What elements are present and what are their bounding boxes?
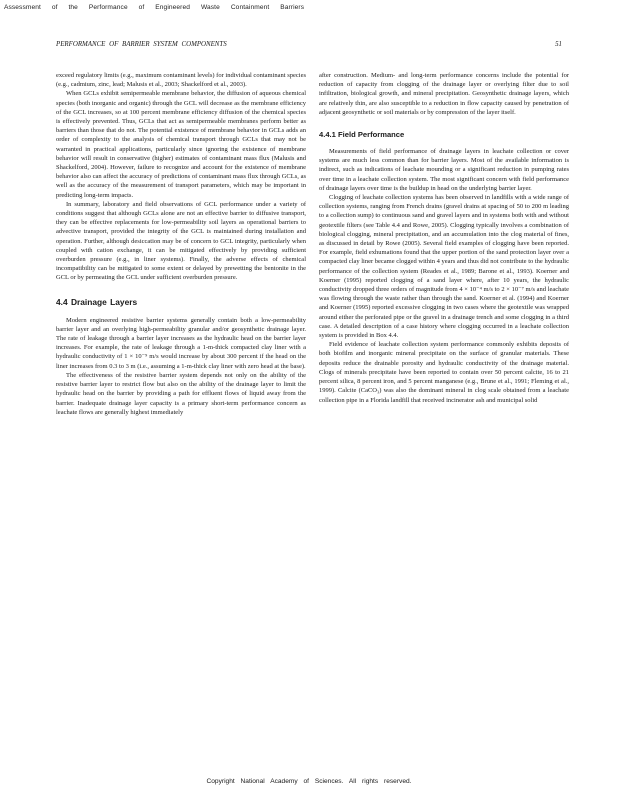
paragraph: Clogging of leachate collection systems has been observed in landfills with a wide range of collection systems, ranging from French drains (gravel drains at spacing of 50 to 200 m leading to a collection sump) to continuous sand and gravel layers and in systems both with and without geotextile filters (see Table 4.4 and Rowe, 2005). Clogging typically involves a combination of biological clogging, mineral precipitation, and an accumulation into the clog material of fines, as discussed in detail by Rowe (2005). Several field examples of clogging have been reported. For example, field exhumations found that the upper portion of the sand protection layer over a compacted clay liner became clogged within 4 years and thus did not contribute to the hydraulic performance of the collection system (Reades et al., 1989; Barone et al., 1993). Koerner and Koerner (1995) reported clogging of a sand layer where, after 10 years, the hydraulic conductivity dropped three orders of magnitude from 4 × 10⁻⁴ m/s to 2 × 10⁻⁷ m/s and leachate was flowing through the waste rather than through the sand. Koerner et al. (1994) and Koerner and Koerner (1995) reported excessive clogging in two cases where the geotextile was wrapped around either the perforated pipe or the gravel in a drainage trench and some clogging in a third case. A detailed description of a case history where clogging occurred in a leachate collection system is provided in Box 4.4. [319, 194, 569, 340]
page-number: 51 [555, 41, 562, 48]
subsection-heading: 4.4.1 Field Performance [319, 130, 405, 140]
left-column [56, 71, 306, 417]
paragraph: Field evidence of leachate collection system performance commonly exhibits deposits of both biofilm and inorganic mineral precipitate on the surface of granular materials. These deposits reduce the drainable porosity and hydraulic conductivity of the drainage material. Clogs of minerals precipitate have been reported to contain over 50 percent calcite, 16 to 21 percent silica, 8 percent iron, and 5 percent manganese (e.g., Brune et al., 1991; Fleming et al., 1999). Calcite (CaCO₃) was also the dominant mineral in clog scale obtained from a leachate collection pipe in a Florida landfill that received incinerator ash and municipal solid [319, 341, 569, 404]
section-heading: 4.4 Drainage Layers [56, 296, 138, 307]
paragraph: exceed regulatory limits (e.g., maximum contaminant levels) for individual contaminant species (e.g., cadmium, zinc, lead; Malusis et al., 2003; Shackelford et al., 2003). [56, 72, 306, 89]
paragraph: after construction. Medium- and long-term performance concerns include the potential for reduction of capacity from clogging of the drainage layer or overlying filter due to soil infiltration, biological growth, and mineral precipitation. Geosynthetic drainage layers, which are relatively thin, are also susceptible to a reduction in flow capacity caused by penetration of adjacent geosynthetic or soil materials or by compression of the layer itself. [319, 72, 569, 116]
paragraph: In summary, laboratory and field observations of GCL performance under a variety of conditions suggest that although GCLs alone are not an effective barrier to diffusive transport, they can be effective replacements for low-permeability soil layers as operational barriers to advective transport, provided the integrity of the GCL is maintained during installation and operation. Further, although desiccation may be of concern to GCL integrity, particularly when coupled with cation exchange, it can be mitigated effectively by providing sufficient overburden pressure (e.g., in liner systems). Finally, the adverse effects of chemical incompatibility can be mitigated to some extent or delayed by prewetting the bentonite in the GCL or by permeating the GCL under sufficient overburden pressure. [56, 200, 306, 282]
page-header [56, 41, 562, 53]
paragraph: Measurements of field performance of drainage layers in leachate collection or cover systems are much less common than for barrier layers. Most of the available information is indirect, such as indications of leachate mounding or a significant reduction in pumping rates over time in a leachate collection system. The most significant concern with field performance of drainage layers over time is the buildup in head on the underlying barrier layer. [319, 148, 569, 192]
paragraph: Modern engineered resistive barrier systems generally contain both a low-permeability barrier layer and an overlying high-permeability granular and/or geosynthetic drainage layer. The rate of leakage through a barrier layer increases as the hydraulic head on the barrier layer increases. For example, the rate of leakage through a 1-m-thick compacted clay liner with a hydraulic conductivity of 1 × 10⁻⁹ m/s would increase by about 300 percent if the head on the liner increases from 0.3 to 3 m (i.e., assuming a 1-m-thick clay liner with zero head at the base). [56, 316, 306, 370]
running-header: Assessment of the Performance of Engineered Waste Containment Barriers [4, 4, 305, 11]
copyright-footer: Copyright National Academy of Sciences. All rights reserved. [206, 778, 412, 785]
paragraph: The effectiveness of the resistive barrier system depends not only on the ability of the resistive barrier layer to restrict flow but also on the ability of the drainage layer to limit the hydraulic head on the barrier by providing a path for effluent flows of liquid away from the barrier. Inadequate drainage layer capacity is a primary short-term performance concern as leachate flows are generally highest immediately [56, 371, 306, 416]
page-title: PERFORMANCE OF BARRIER SYSTEM COMPONENTS [56, 41, 227, 48]
paragraph: When GCLs exhibit semipermeable membrane behavior, the diffusion of aqueous chemical species (both inorganic and organic) through the GCL will decrease as the membrane efficiency of the GCL increases, so at 100 percent membrane efficiency diffusion of the chemical species is effectively prevented. Thus, GCLs that act as semipermeable membranes perform better as barriers than those that do not. The potential existence of membrane behavior in GCLs adds an order of complexity to the analysis of chemical transport through GCLs that may not be warranted in practical applications, particularly since ignoring the existence of membrane behavior will result in conservative (higher) estimates of contaminant mass flux (Malusis and Shackelford, 2004). However, failure to recognize and account for the existence of membrane behavior also can affect the accuracy of predictions of contaminant mass flux through GCLs, as well as the accuracy of the measurement of transport parameters, which may be important in predicting long-term impacts. [56, 90, 306, 199]
right-column [319, 71, 569, 405]
